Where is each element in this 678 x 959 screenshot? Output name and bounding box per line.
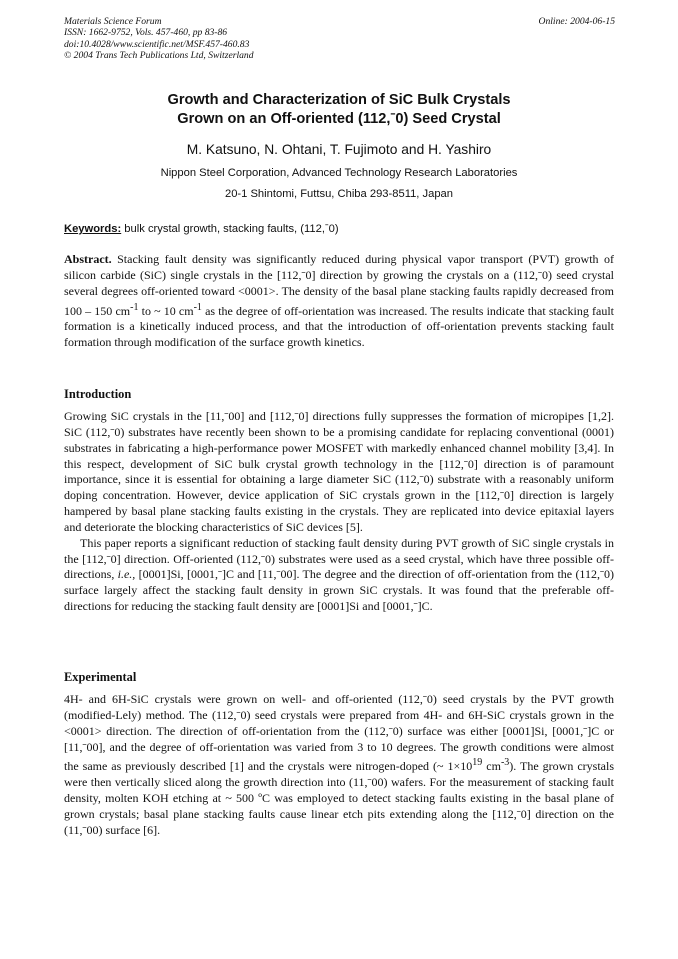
keywords-label: Keywords: [64,223,122,235]
abstract [64,252,614,351]
experimental-heading: Experimental [64,670,137,684]
exp-text-2: cm [482,759,501,774]
intro-p2-text-1: This paper reports a significant reduction of stacking fault density during PVT growth of SiC single crystals in the [112,ˉ0] direction. Off-oriented (112,ˉ0) substrates were used as a seed crystal, which have three possible off-directions, [64,535,614,582]
abstract-label: Abstract. [64,252,112,266]
abstract-sup-2: -1 [193,301,202,313]
abstract-sup-1: -1 [130,301,139,313]
keywords [64,222,339,236]
exp-sup-1: 19 [472,757,483,769]
affiliation-organization: Nippon Steel Corporation, Advanced Technology Research Laboratories [160,167,518,179]
introduction-body [64,409,614,615]
journal-name: Materials Science Forum [64,16,162,27]
experimental-body [64,692,614,839]
exp-text-3: ). The grown crystals were then vertically sliced along the growth direction into (11,ˉ00) wafers. For the measurement of stacking fault density, molten KOH etching at ~ 500 ºC was employed to detect stacking faults existing in the basal plane of grown crystals; basal plane stacking faults cause linear etch pits extending along the [112,ˉ0] direction on the (11,ˉ00) surface [6]. [64,759,614,837]
affiliation-address: 20-1 Shintomi, Futtsu, Chiba 293-8511, Japan [224,188,454,200]
intro-p2-italic: i.e., [117,567,136,582]
title-line-2: Grown on an Off-oriented (112,ˉ0) Seed Crystal [177,110,501,127]
journal-doi: doi:10.4028/www.scientific.net/MSF.457-460.83 [64,38,250,50]
intro-p2-text-2: [0001]Si, [0001,ˉ]C and [11,ˉ00]. The degree and the direction of off-orientation from the (112,ˉ0) surface largely affect the stacking fault density in grown SiC crystals. It was found that the preferable off-directions for reducing the stacking fault density are [0001]Si and [0001,ˉ]C. [64,567,614,614]
abstract-text-1: Stacking fault density was significantly reduced during physical vapor transport (PVT) growth of silicon carbide (SiC) single crystals in the [112,ˉ0] direction by growing the crystals on a (112,ˉ0) seed crystal several degrees off-oriented toward <0001>. The density of the basal plane stacking faults rapidly decreased from 100 – 150 cm [64,252,614,318]
authors: M. Katsuno, N. Ohtani, T. Fujimoto and H. Yashiro [186,142,492,157]
abstract-text-2: to ~ 10 cm [138,303,194,318]
title-line-1: Growth and Characterization of SiC Bulk Crystals [167,92,511,108]
abstract-text-3: as the degree of off-orientation was increased. The results indicate that stacking fault formation is a kinetically induced process, and that the introduction of off-orientation prevents stacking fault formation through modification of the surface growth kinetics. [64,303,614,350]
introduction-paragraph-2 [64,536,614,615]
online-date: Online: 2004-06-15 [538,16,615,27]
keywords-text: bulk crystal growth, stacking faults, (112,ˉ0) [121,223,339,235]
paper-title [0,91,678,128]
abstract-paragraph [64,252,614,351]
journal-copyright: © 2004 Trans Tech Publications Ltd, Switzerland [64,50,254,62]
introduction-heading: Introduction [64,387,132,401]
exp-text-1: 4H- and 6H-SiC crystals were grown on well- and off-oriented (112,ˉ0) seed crystals by the PVT growth (modified-Lely) method. The (112,ˉ0) seed crystals were prepared from 4H- and 6H-SiC crystals grown in the <0001> direction. The direction of off-orientation from the (112,ˉ0) surface was either [0001]Si, [0001,ˉ]C or [11,ˉ00], and the degree of off-orientation was varied from 3 to 10 degrees. The growth conditions were almost the same as previously described [1] and the crystals were nitrogen-doped (~ 1×10 [64,692,614,774]
journal-issn: ISSN: 1662-9752, Vols. 457-460, pp 83-86 [64,27,228,39]
exp-sup-2: -3 [500,757,510,769]
experimental-paragraph [64,692,614,839]
journal-info [64,16,254,62]
introduction-paragraph-1: Growing SiC crystals in the [11,ˉ00] and [112,ˉ0] directions fully suppresses the formation of micropipes [1,2]. SiC (112,ˉ0) substrates have recently been shown to be a promising candidate for replacing conventional (0001) substrates in fabricating a high-performance power MOSFET with markedly enhanced channel mobility [3,4]. In this respect, development of SiC bulk crystal growth technology in the [112,ˉ0] direction is of paramount importance, since it is essential for obtaining a large diameter SiC (112,ˉ0) substrate with a reasonably uniform doping concentration. However, device application of SiC crystals grown in the [112,ˉ0] direction is largely hampered by basal plane stacking faults existing in the crystals. They are replicated into device epitaxial layers and deteriorate the blocking characteristics of SiC devices [5]. [64,409,614,534]
